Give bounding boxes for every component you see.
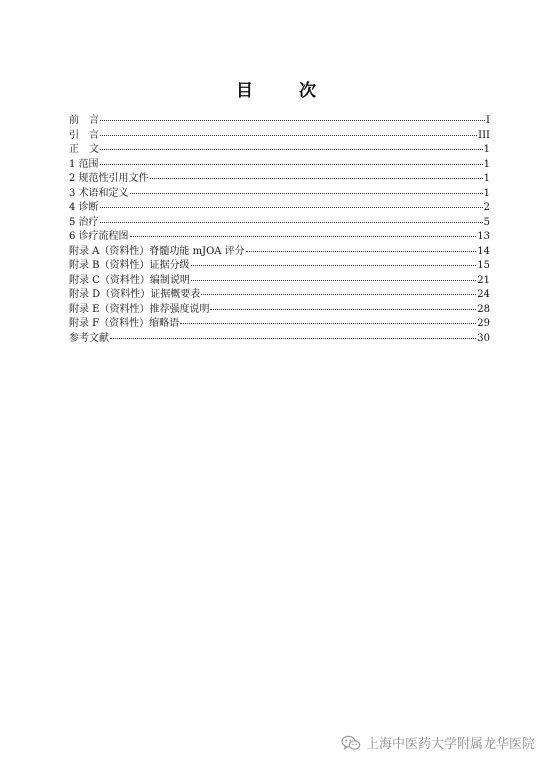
toc-leader-dots (100, 213, 483, 223)
toc-entry-label: 附录 C（资料性）编制说明 (69, 274, 190, 286)
toc-entry-page: 21 (477, 274, 490, 286)
toc-entry-page: III (478, 129, 490, 141)
toc-leader-dots (130, 184, 483, 194)
toc-entry-page: 13 (477, 231, 490, 242)
toc-leader-dots (150, 169, 483, 179)
table-of-contents (69, 113, 490, 345)
toc-entry-page: 1 (483, 144, 490, 155)
watermark-text: 上海中医药大学附属龙华医院 (365, 737, 535, 752)
toc-entry-label: 参考文献 (69, 332, 109, 344)
watermark (341, 733, 535, 752)
toc-entry-page: 29 (477, 318, 490, 329)
toc-entry-page: 15 (477, 260, 490, 271)
toc-entry-page: 5 (483, 216, 490, 228)
toc-entry-label: 6 诊疗流程图 (69, 231, 129, 242)
toc-entry-label: 附录 E（资料性）推荐强度说明 (69, 303, 210, 315)
toc-leader-dots (100, 198, 483, 208)
toc-entry-label: 前 言 (69, 115, 99, 126)
toc-leader-dots (100, 111, 485, 121)
toc-entry-label: 附录 F（资料性）缩略语 (69, 318, 180, 329)
toc-entry-label: 3 术语和定义 (69, 187, 129, 199)
toc-entry-page: 2 (483, 202, 490, 213)
toc-entry-page: 24 (477, 289, 490, 300)
toc-leader-dots (191, 271, 476, 281)
toc-entry-page: 1 (483, 158, 490, 170)
toc-leader-dots (100, 155, 483, 165)
toc-leader-dots (100, 126, 477, 136)
toc-leader-dots (130, 227, 477, 237)
toc-entry-label: 4 诊断 (69, 202, 99, 213)
toc-leader-dots (191, 256, 477, 266)
page-title: 目 次 (236, 81, 336, 101)
toc-entry-label: 2 规范性引用文件 (69, 173, 149, 184)
toc-entry (69, 331, 490, 346)
toc-entry-label: 附录 B（资料性）证据分级 (69, 260, 190, 271)
toc-entry-label: 正 文 (69, 144, 99, 155)
toc-entry-page: 30 (477, 332, 490, 344)
toc-entry-label: 引 言 (69, 129, 99, 141)
toc-entry-label: 1 范围 (69, 158, 99, 170)
toc-entry-page: 28 (477, 303, 490, 315)
toc-leader-dots (201, 285, 476, 295)
toc-entry-label: 附录 D（资料性）证据概要表 (69, 289, 201, 300)
toc-leader-dots (246, 242, 477, 252)
wechat-icon (341, 735, 361, 751)
toc-entry-page: I (486, 115, 490, 126)
toc-entry-label: 5 治疗 (69, 216, 99, 228)
toc-entry-page: 14 (477, 245, 490, 257)
toc-leader-dots (100, 140, 483, 150)
toc-entry-page: 1 (483, 187, 490, 199)
toc-entry-label: 附录 A（资料性）脊髓功能 mJOA 评分 (69, 245, 245, 257)
toc-leader-dots (210, 300, 476, 310)
toc-entry-page: 1 (483, 173, 490, 184)
toc-leader-dots (180, 314, 476, 324)
toc-leader-dots (110, 329, 476, 339)
